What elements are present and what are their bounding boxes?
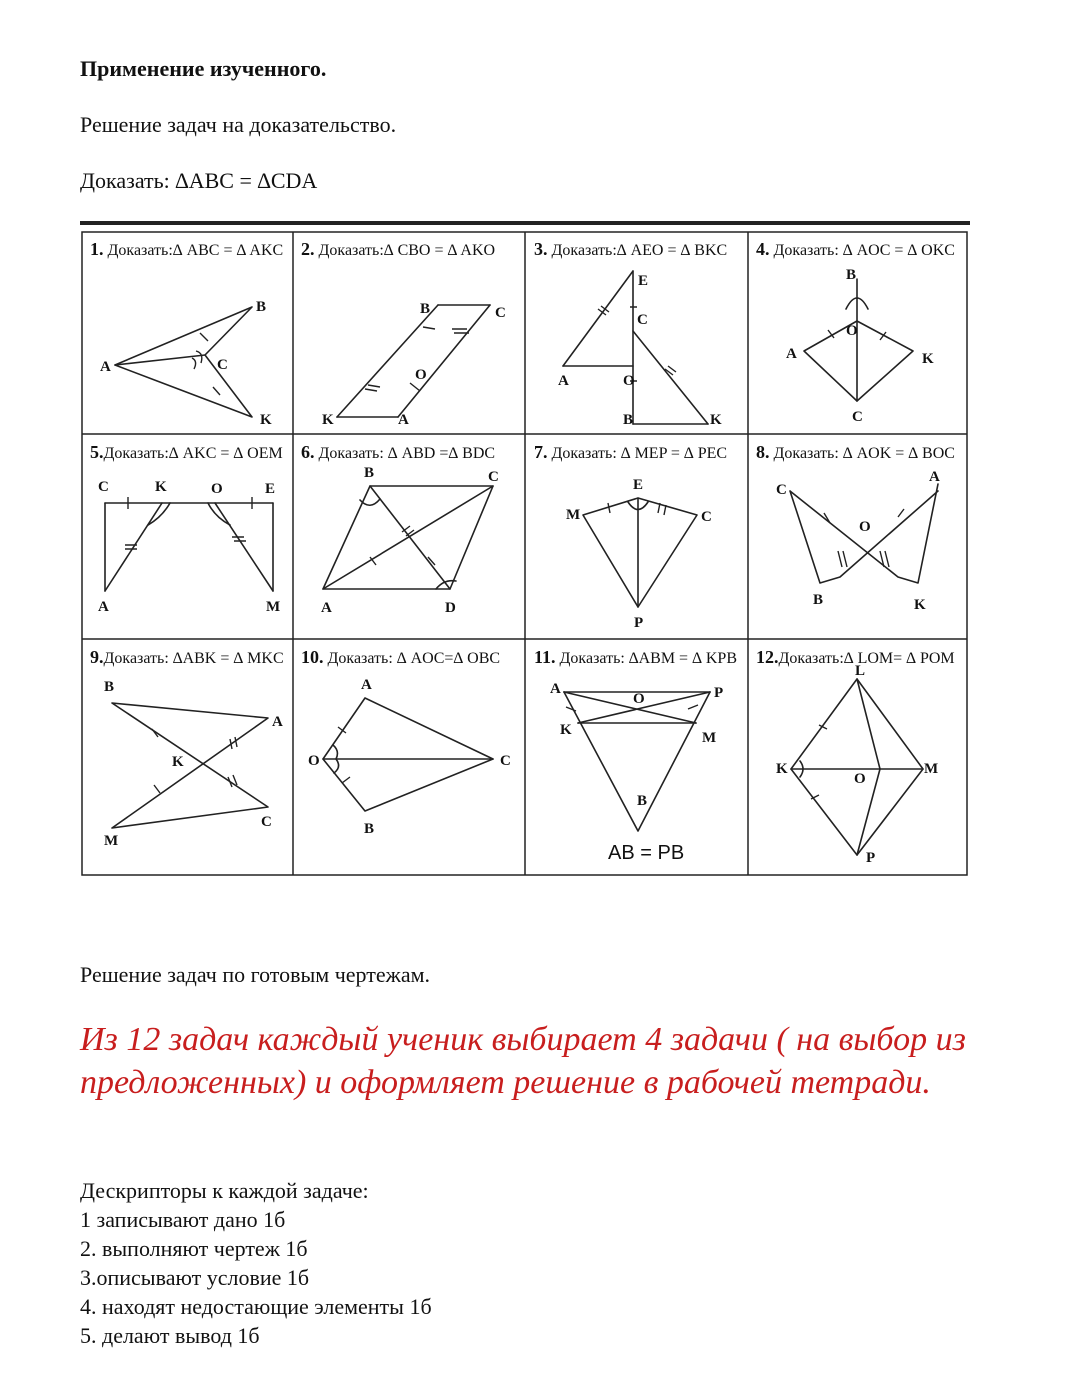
- problem-1: [90, 239, 283, 428]
- vertex-label: K: [560, 722, 572, 738]
- vertex-label: C: [852, 409, 863, 425]
- vertex-label: A: [98, 599, 109, 615]
- problem-3-header: 3. Доказать:∆ AEO = ∆ BKC: [534, 239, 728, 259]
- vertex-label: K: [322, 412, 334, 428]
- grid-top-border: [80, 221, 970, 225]
- vertex-label: M: [702, 730, 717, 746]
- descriptor-item: 5. делают вывод 1б: [80, 1323, 260, 1348]
- problem-12-header: 12.Доказать:∆ LOM= ∆ POM: [756, 647, 955, 667]
- vertex-label: A: [272, 714, 283, 730]
- vertex-label: O: [415, 367, 427, 383]
- descriptors-title: Дескрипторы к каждой задаче:: [80, 1178, 369, 1203]
- assignment-text: Из 12 задач каждый ученик выбирает 4 задачи ( на выбор из предложенных) и оформляет решение в рабочей тетради.: [80, 1021, 966, 1101]
- problem-9: [90, 647, 284, 849]
- problem-11-note: AB = PB: [608, 842, 685, 864]
- vertex-label: O: [854, 771, 866, 787]
- vertex-label: B: [104, 679, 115, 695]
- problem-5: [90, 442, 283, 615]
- descriptor-item: 3.описывают условие 1б: [80, 1265, 310, 1290]
- problem-4: [756, 239, 955, 425]
- vertex-label: B: [364, 465, 375, 481]
- vertex-label: A: [398, 412, 409, 428]
- vertex-label: A: [550, 681, 561, 697]
- descriptor-item: 4. находят недостающие элементы 1б: [80, 1294, 432, 1319]
- problem-1-header: 1. Доказать:∆ ABC = ∆ AKC: [90, 239, 284, 259]
- vertex-label: O: [859, 519, 871, 535]
- vertex-label: M: [924, 761, 939, 777]
- vertex-label: P: [634, 615, 644, 631]
- problem-7: [534, 442, 727, 631]
- vertex-label: B: [623, 412, 634, 428]
- vertex-label: B: [256, 299, 267, 315]
- vertex-label: E: [638, 273, 649, 289]
- vertex-label: O: [846, 323, 858, 339]
- problem-7-figure: [583, 498, 697, 607]
- vertex-label: E: [265, 481, 276, 497]
- problem-10: [301, 647, 511, 837]
- vertex-label: C: [495, 305, 506, 321]
- problem-3-figure: [563, 271, 708, 424]
- vertex-label: K: [914, 597, 926, 613]
- section-heading: Применение изученного.: [80, 56, 327, 81]
- problem-10-header: 10. Доказать: ∆ AOC=∆ OBC: [301, 647, 501, 667]
- problem-12: [756, 647, 955, 866]
- vertex-label: P: [714, 685, 724, 701]
- vertex-label: L: [855, 663, 866, 679]
- problem-6-figure: [323, 486, 493, 589]
- descriptors-block: [80, 1176, 432, 1350]
- vertex-label: B: [813, 592, 824, 608]
- problem-5-header: 5.Доказать:∆ AKC = ∆ OEM: [90, 442, 283, 462]
- vertex-label: M: [566, 507, 581, 523]
- vertex-label: A: [786, 346, 797, 362]
- vertex-label: C: [488, 469, 499, 485]
- vertex-label: C: [776, 482, 787, 498]
- problem-10-figure: [323, 698, 493, 811]
- vertex-label: A: [321, 600, 332, 616]
- vertex-label: K: [776, 761, 788, 777]
- vertex-label: K: [260, 412, 272, 428]
- vertex-label: K: [922, 351, 934, 367]
- problem-6: [301, 442, 499, 616]
- vertex-label: C: [637, 312, 648, 328]
- problem-3: [534, 239, 727, 428]
- problem-2: [301, 239, 506, 428]
- problems-grid-svg: [80, 221, 970, 877]
- vertex-label: C: [217, 357, 228, 373]
- problem-9-figure: [112, 703, 268, 828]
- problem-9-header: 9.Доказать: ∆ABK = ∆ MKC: [90, 647, 284, 667]
- vertex-label: C: [98, 479, 109, 495]
- vertex-label: B: [364, 821, 375, 837]
- vertex-label: C: [261, 814, 272, 830]
- problem-2-header: 2. Доказать:∆ CBO = ∆ AKO: [301, 239, 496, 259]
- problem-8: [756, 442, 955, 613]
- vertex-label: D: [445, 600, 456, 616]
- vertex-label: M: [104, 833, 119, 849]
- vertex-label: A: [361, 677, 372, 693]
- vertex-label: B: [846, 267, 857, 283]
- problem-4-figure: [804, 279, 913, 401]
- problem-12-figure: [791, 679, 923, 855]
- vertex-label: K: [155, 479, 167, 495]
- vertex-label: K: [172, 754, 184, 770]
- vertex-label: M: [266, 599, 281, 615]
- vertex-label: B: [637, 793, 648, 809]
- vertex-label: A: [558, 373, 569, 389]
- section-subheading: Решение задач на доказательство.: [80, 112, 397, 137]
- problem-1-figure: [115, 307, 252, 417]
- problem-8-header: 8. Доказать: ∆ AOK = ∆ BOC: [756, 442, 955, 462]
- problem-2-figure: [337, 305, 490, 417]
- ready-drawings-caption: Решение задач по готовым чертежам.: [80, 962, 431, 987]
- vertex-label: E: [633, 477, 644, 493]
- vertex-label: O: [211, 481, 223, 497]
- problem-4-header: 4. Доказать: ∆ AOC = ∆ OKC: [756, 239, 955, 259]
- problem-5-figure: [105, 497, 273, 591]
- problem-11-figure: [564, 692, 710, 831]
- vertex-label: P: [866, 850, 876, 866]
- descriptor-item: 2. выполняют чертеж 1б: [80, 1236, 308, 1261]
- vertex-label: O: [633, 691, 645, 707]
- vertex-label: B: [420, 301, 431, 317]
- problem-11: [534, 647, 737, 864]
- problems-grid: [80, 221, 970, 877]
- vertex-label: O: [623, 373, 635, 389]
- vertex-label: C: [500, 753, 511, 769]
- vertex-label: O: [308, 753, 320, 769]
- prove-statement: Доказать: ∆ABC = ∆CDA: [80, 168, 318, 193]
- problem-11-header: 11. Доказать: ∆ABM = ∆ KPB: [534, 647, 737, 667]
- problem-7-header: 7. Доказать: ∆ MEP = ∆ PEC: [534, 442, 728, 462]
- vertex-label: A: [100, 359, 111, 375]
- vertex-label: A: [929, 469, 940, 485]
- vertex-label: K: [710, 412, 722, 428]
- descriptor-item: 1 записывают дано 1б: [80, 1207, 286, 1232]
- problem-6-header: 6. Доказать: ∆ ABD =∆ BDC: [301, 442, 496, 462]
- vertex-label: C: [701, 509, 712, 525]
